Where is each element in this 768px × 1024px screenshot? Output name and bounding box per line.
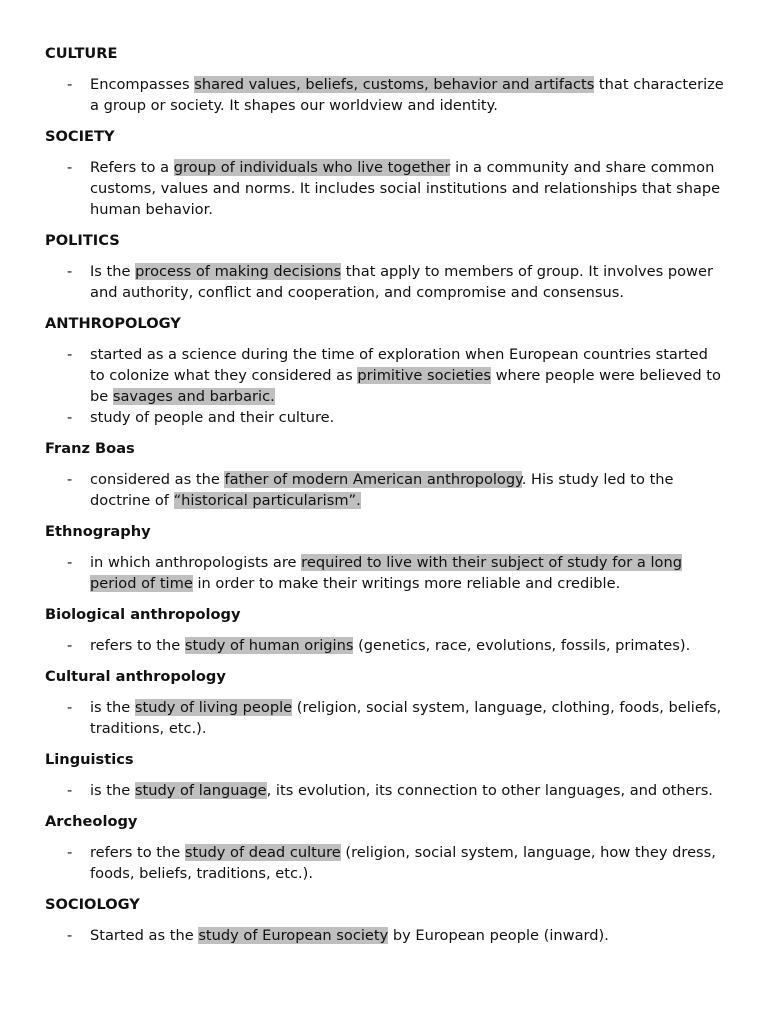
section-heading: SOCIOLOGY <box>45 896 140 913</box>
section-heading: Franz Boas <box>45 440 135 457</box>
bullet-list <box>45 925 725 946</box>
bullet-list <box>45 635 725 656</box>
body-text: is the <box>90 699 135 716</box>
section <box>45 521 725 594</box>
section <box>45 749 725 801</box>
body-text: (religion, social system, language, clothing, foods, beliefs, traditions, etc.). <box>90 699 722 737</box>
body-text: . His study led to the doctrine of <box>90 471 674 509</box>
dash-bullet-icon: - <box>67 76 73 93</box>
bullet-item <box>45 780 725 801</box>
highlighted-text: primitive societies <box>357 367 491 384</box>
bullet-list <box>45 842 725 884</box>
dash-bullet-icon: - <box>67 471 73 488</box>
section-heading: CULTURE <box>45 45 118 62</box>
body-text: Started as the <box>90 927 199 944</box>
section-heading: ANTHROPOLOGY <box>45 315 181 332</box>
body-text: Refers to a <box>90 159 174 176</box>
body-text: Is the <box>90 263 136 280</box>
section <box>45 43 725 116</box>
bullet-list <box>45 261 725 303</box>
section <box>45 438 725 511</box>
highlighted-text: father of modern American anthropology <box>224 471 522 488</box>
section <box>45 313 725 428</box>
dash-bullet-icon: - <box>67 699 73 716</box>
body-text: considered as the <box>90 471 225 488</box>
body-text: that characterize a group or society. It shapes our worldview and identity. <box>90 76 724 114</box>
body-text: by European people (inward). <box>388 927 609 944</box>
dash-bullet-icon: - <box>67 782 73 799</box>
body-text: in a community and share common customs, values and norms. It includes social institutions and relationships that shape human behavior. <box>90 159 721 218</box>
highlighted-text: study of dead culture <box>184 844 341 861</box>
dash-bullet-icon: - <box>67 409 73 426</box>
bullet-list <box>45 157 725 220</box>
section-heading: Cultural anthropology <box>45 668 226 685</box>
body-text: is the <box>90 782 135 799</box>
body-text: , its evolution, its connection to other languages, and others. <box>266 782 713 799</box>
bullet-item <box>45 407 725 428</box>
section <box>45 604 725 656</box>
bullet-list <box>45 344 725 428</box>
bullet-list <box>45 469 725 511</box>
body-text: Encompasses <box>90 76 195 93</box>
section <box>45 811 725 884</box>
body-text: (genetics, race, evolutions, fossils, primates). <box>353 637 691 654</box>
section <box>45 126 725 220</box>
section <box>45 230 725 303</box>
bullet-item <box>45 469 725 511</box>
highlighted-text: study of human origins <box>184 637 354 654</box>
bullet-list <box>45 780 725 801</box>
highlighted-text: savages and barbaric. <box>112 388 275 405</box>
bullet-item <box>45 157 725 220</box>
body-text: started as a science during the time of exploration when European countries started to colonize what they considered as <box>90 346 708 384</box>
section-heading: SOCIETY <box>45 128 115 145</box>
dash-bullet-icon: - <box>67 554 73 571</box>
section-heading: Linguistics <box>45 751 134 768</box>
highlighted-text: study of living people <box>134 699 293 716</box>
body-text: in order to make their writings more reliable and credible. <box>192 575 621 592</box>
body-text: refers to the <box>90 637 185 654</box>
body-text: that apply to members of group. It involves power and authority, conflict and cooperation, and compromise and consensus. <box>90 263 713 301</box>
bullet-item <box>45 842 725 884</box>
body-text: (religion, social system, language, how they dress, foods, beliefs, traditions, etc.). <box>90 844 716 882</box>
section <box>45 894 725 946</box>
body-text: study of people and their culture. <box>90 409 335 426</box>
highlighted-text: study of European society <box>198 927 389 944</box>
highlighted-text: shared values, beliefs, customs, behavior and artifacts <box>194 76 595 93</box>
bullet-list <box>45 552 725 594</box>
section-heading: Archeology <box>45 813 138 830</box>
highlighted-text: study of language <box>134 782 267 799</box>
bullet-list <box>45 74 725 116</box>
dash-bullet-icon: - <box>67 346 73 363</box>
section <box>45 666 725 739</box>
section-heading: Biological anthropology <box>45 606 241 623</box>
body-text: in which anthropologists are <box>90 554 302 571</box>
section-heading: POLITICS <box>45 232 120 249</box>
highlighted-text: required to live with their subject of study for a long period of time <box>90 554 682 592</box>
bullet-item <box>45 552 725 594</box>
dash-bullet-icon: - <box>67 159 73 176</box>
bullet-item <box>45 344 725 407</box>
bullet-item <box>45 74 725 116</box>
dash-bullet-icon: - <box>67 844 73 861</box>
bullet-item <box>45 925 725 946</box>
bullet-list <box>45 697 725 739</box>
body-text: where people were believed to be <box>90 367 721 405</box>
dash-bullet-icon: - <box>67 927 73 944</box>
bullet-item <box>45 635 725 656</box>
bullet-item <box>45 697 725 739</box>
highlighted-text: group of individuals who live together <box>173 159 451 176</box>
section-heading: Ethnography <box>45 523 151 540</box>
dash-bullet-icon: - <box>67 263 73 280</box>
body-text: refers to the <box>90 844 185 861</box>
dash-bullet-icon: - <box>67 637 73 654</box>
highlighted-text: “historical particularism”. <box>173 492 361 509</box>
highlighted-text: process of making decisions <box>135 263 342 280</box>
bullet-item <box>45 261 725 303</box>
